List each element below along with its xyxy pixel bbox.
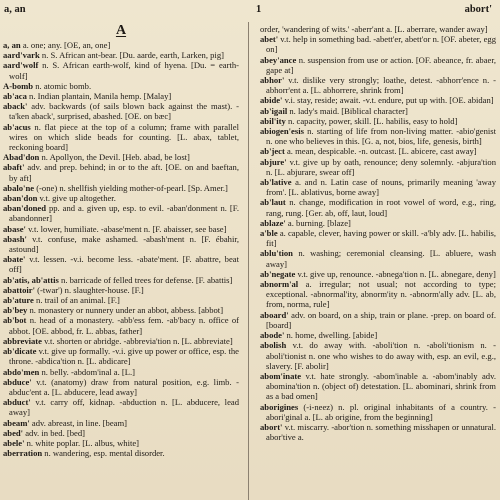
dictionary-entry — [3, 101, 239, 121]
section-letter: A — [115, 24, 127, 38]
headword: abalo'ne — [3, 182, 35, 193]
definition: v.t. miscarry. -abor'tion n. something misshapen or unnatural. abor'tive a. — [266, 421, 496, 443]
dictionary-entry — [3, 418, 239, 428]
dictionary-entry — [260, 24, 496, 34]
definition: (-one) n. shellfish yielding mother-of-pearl. [Sp. Amer.] — [34, 182, 228, 193]
dictionary-entry — [3, 60, 239, 80]
headword: ab'ject — [260, 146, 285, 157]
headword: abolish — [260, 340, 287, 351]
headword: abbreviate — [3, 335, 42, 346]
headword: ab'dicate — [3, 346, 37, 357]
headword: aboard' — [260, 309, 289, 320]
dictionary-entry — [3, 162, 239, 182]
definition: a. and n. Latin case of nouns, primarily meaning 'away from'. [L. ablativus, borne away] — [266, 177, 496, 198]
left-column — [3, 24, 239, 500]
headword: ab'bot — [3, 315, 27, 326]
definition: v.t. lower, humiliate. -abase'ment n. [F. abaisser, see base] — [25, 223, 227, 234]
left-guide-word: a, an — [4, 4, 26, 15]
headword: abduct' — [3, 397, 31, 408]
dictionary-entry — [3, 122, 239, 153]
dictionary-entry — [260, 34, 496, 54]
headword: ab'negate — [260, 268, 296, 279]
headword: abiogen'esis — [260, 126, 304, 137]
definition: a. mean, despicable. -n. outcast. [L. abicere, cast away] — [284, 146, 477, 157]
headword: abdo'men — [3, 366, 40, 377]
headword: ab'acus — [3, 121, 31, 132]
headword: abet' — [260, 34, 279, 45]
definition: v.t. give up altogether. — [37, 193, 116, 204]
definition: v.t. (anatomy) draw from natural position, e.g. limb. -abduc'ent a. [L. abducere, lead away] — [9, 376, 239, 397]
definition: v.t. lessen. -v.i. become less. -abate'ment. [F. abattre, beat off] — [9, 254, 239, 275]
definition: v.t. confuse, make ashamed. -abash'ment n. [F. ébahir, astound] — [9, 233, 239, 255]
dictionary-entry — [260, 228, 496, 248]
definition: n. barricade of felled trees for defense. [F. abattis] — [58, 274, 233, 285]
dictionary-entry — [260, 95, 496, 105]
headword: ablaze' — [260, 217, 286, 228]
headword: abom'inate — [260, 370, 302, 381]
dictionary-entry — [260, 197, 496, 217]
dictionary-entry — [260, 269, 496, 279]
headword: abate' — [3, 254, 26, 265]
page-number: 1 — [256, 4, 262, 15]
dictionary-entry — [3, 254, 239, 274]
definition: v.t. give up formally. -v.i. give up power or office, esp. the throne. -abdica'tion n. [L. abdicare] — [9, 346, 239, 367]
dictionary-entry — [260, 310, 496, 330]
definition: n. capacity, power, skill. [L. habilis, easy to hold] — [285, 115, 458, 126]
headword: abase' — [3, 223, 26, 234]
headword: aborigines — [260, 401, 299, 412]
definition: n. home, dwelling. [abide] — [284, 330, 378, 341]
dictionary-entry — [260, 422, 496, 442]
dictionary-entry — [3, 203, 239, 223]
headword: aback' — [3, 101, 28, 112]
headword: abhor' — [260, 75, 285, 86]
definition: pp. and a. given up, esp. to evil. -aban'donment n. [F. abandonner] — [9, 203, 239, 224]
dictionary-entry — [3, 183, 239, 193]
headword: ab'igail — [260, 105, 288, 116]
definition: v.t. dislike very strongly; loathe, detest. -abhorr'ence n. -abhorr'ent a. [L. abhorrere, shrink from] — [266, 75, 496, 96]
right-guide-word: abort' — [464, 4, 492, 15]
definition: n. wandering, esp. mental disorder. — [42, 448, 165, 459]
dictionary-entry — [3, 367, 239, 377]
headword: aberration — [3, 448, 43, 459]
headword: ab'lative — [260, 177, 292, 188]
headword: abattoir' — [3, 284, 35, 295]
headword: aban'doned — [3, 203, 46, 214]
definition: a. one; any. [OE, an, one] — [20, 40, 111, 50]
headword: abjure' — [260, 156, 287, 167]
column-divider — [248, 22, 249, 500]
definition: v.t. carry off, kidnap. -abduction n. [L. abducere, lead away] — [9, 397, 239, 418]
dictionary-entry — [3, 295, 239, 305]
definition: n. monastery or nunnery under an abbot, abbess. [abbot] — [27, 305, 224, 316]
headword: abide' — [260, 95, 283, 106]
page-header — [4, 2, 496, 18]
definition: n. lady's maid. [Biblical character] — [287, 105, 408, 116]
dictionary-entry — [3, 305, 239, 315]
definition: n. Apollyon, the Devil. [Heb. abad, be lost] — [39, 152, 190, 163]
definition: v.t. give up, renounce. -abnega'tion n. [L. abnegare, deny] — [295, 268, 496, 279]
headword: abort' — [260, 421, 283, 432]
headword: aard'vark — [3, 50, 40, 61]
headword: aban'don — [3, 193, 38, 204]
definition: adv. and prep. behind; in or to the aft. [OE. on and baeftan, by aft] — [9, 162, 239, 183]
definition: n. S. African earth-wolf, kind of hyena. [Du. = earth-wolf] — [9, 60, 239, 81]
definition: n. belly. -abdom'inal a. [L.] — [39, 366, 136, 377]
definition: n. starting of life from non-living matter. -abio'genist n. one who believes in this. [G. a, not, bios, life, genesis, birth] — [266, 126, 496, 147]
definition: order, 'wandering of wits.' -aberr'ant a. [L. aberrare, wander away] — [260, 24, 488, 34]
headword: abnorm'al — [260, 279, 299, 290]
definition: n. washing; ceremonial cleansing. [L. abluere, wash away] — [266, 248, 496, 269]
definition: n. trail of an animal. [F.] — [33, 295, 120, 306]
definition: v.i. stay, reside; await. -v.t. endure, put up with. [OE. abidan] — [282, 95, 494, 106]
dictionary-entry — [3, 50, 239, 60]
definition: v.t. give up by oath, renounce; deny solemnly. -abjura'tion n. [L. abjurare, swear off] — [266, 156, 496, 177]
dictionary-entry — [3, 377, 239, 397]
headword: ablu'tion — [260, 248, 293, 259]
definition: n. atomic bomb. — [33, 80, 92, 91]
dictionary-entry — [260, 116, 496, 126]
dictionary-entry — [3, 152, 239, 162]
headword: abaft' — [3, 162, 25, 173]
definition: adv. in bed. [bed] — [23, 427, 86, 438]
definition: n. head of a monastery. -abb'ess fem. -ab'bacy n. office of abbot. [OE. abbod, fr. L. abbas, father] — [9, 315, 239, 336]
headword: abey'ance — [260, 54, 297, 65]
dictionary-entry — [3, 438, 239, 448]
dictionary-entry — [3, 428, 239, 438]
dictionary-entry — [3, 397, 239, 417]
right-column — [260, 24, 496, 500]
definition: v.t. do away with. -aboli'tion n. -aboli'tionism n. -aboli'tionist n. one who wishes to do away with, esp. an evil, e.g., slavery. [F. abolir] — [266, 340, 496, 371]
headword: Abad'don — [3, 152, 40, 163]
dictionary-entry — [3, 224, 239, 234]
headword: abash' — [3, 233, 27, 244]
dictionary-entry — [260, 126, 496, 146]
definition: a. burning. [blaze] — [285, 217, 351, 228]
definition: n. change, modification in root vowel of word, e.g., ring, rang, rung. [Ger. ab, off, laut, loud] — [266, 197, 496, 218]
dictionary-entry — [3, 234, 239, 254]
dictionary-entry — [260, 248, 496, 268]
headword: ab'ature — [3, 295, 34, 306]
definition: n. suspension from use or action. [OF. abeance, fr. abaer, gape at] — [266, 54, 496, 75]
definition: a. irregular; not usual; not according to type; exceptional. -abnormal'ity, abnorm'ity n. -abnorm'ally adv. [L. ab, from, norma, rule] — [266, 279, 496, 310]
dictionary-entry — [260, 146, 496, 156]
headword: ab'bey — [3, 305, 28, 316]
headword: abele' — [3, 437, 25, 448]
dictionary-entry — [260, 218, 496, 228]
dictionary-entry — [3, 448, 239, 458]
dictionary-entry — [3, 275, 239, 285]
dictionary-entry — [3, 91, 239, 101]
dictionary-entry — [3, 336, 239, 346]
dictionary-entry — [260, 55, 496, 75]
dictionary-entry — [260, 177, 496, 197]
headword: ab'atis, ab'attis — [3, 274, 59, 285]
dictionary-entry — [260, 75, 496, 95]
dictionary-entry — [260, 279, 496, 310]
definition: n. white poplar. [L. albus, white] — [24, 437, 140, 448]
headword: abeam' — [3, 417, 30, 428]
definition: n. flat piece at the top of a column; frame with parallel wires on which slide beads for counting. [L. abax, tablet, reckoning board] — [9, 121, 239, 153]
definition: v.t. hate strongly. -abom'inable a. -abom'inably adv. abomina'tion n. (object of) detestation. [L. abominari, shrink from as a bad omen] — [266, 370, 496, 402]
definition: adv. backwards (of sails blown back against the mast). -ta'ken aback', surprised, abashed. [OE. on bæc] — [9, 101, 239, 122]
headword: abil'ity — [260, 115, 286, 126]
definition: adv. on board, on a ship, train or plane. -prep. on board of. [board] — [266, 309, 496, 330]
dictionary-entry — [260, 340, 496, 371]
dictionary-entry — [260, 402, 496, 422]
headword: abode' — [260, 330, 285, 341]
headword: ab'laut — [260, 197, 286, 208]
definition: v.t. shorten or abridge. -abbrevia'tion n. [L. abbreviate] — [42, 335, 233, 346]
headword: a'ble — [260, 228, 278, 239]
definition: n. S. African ant-bear. [Du. aarde, earth, Larken, pig] — [39, 50, 224, 61]
headword: abed' — [3, 427, 24, 438]
headword: A-bomb — [3, 80, 34, 91]
headword: abduce' — [3, 376, 32, 387]
dictionary-entry — [260, 330, 496, 340]
definition: adv. abreast, in line. [beam] — [29, 417, 128, 428]
dictionary-entry — [260, 371, 496, 402]
dictionary-entry — [260, 106, 496, 116]
dictionary-entry — [3, 346, 239, 366]
dictionary-entry — [3, 81, 239, 91]
dictionary-entry — [3, 193, 239, 203]
dictionary-entry — [3, 40, 239, 50]
definition: n. Indian plantain, Manila hemp. [Malay] — [26, 91, 172, 102]
headword: ab'aca — [3, 91, 27, 102]
definition: (-i-neez) n. pl. original inhabitants of a country. -abori'ginal a. [L. ab origine, from the beginning] — [266, 401, 496, 422]
dictionary-entry — [3, 285, 239, 295]
definition: v.t. help in something bad. -abett'er, abett'or n. [OF. abeter, egg on] — [266, 34, 496, 55]
dictionary-entry — [260, 157, 496, 177]
definition: (-twar') n. slaughter-house. [F.] — [34, 284, 144, 295]
headword: aard'wolf — [3, 60, 39, 71]
dictionary-entry — [3, 315, 239, 335]
headword: a, an — [3, 40, 21, 50]
definition: a. capable, clever, having power or skill. -a'bly adv. [L. habilis, fit] — [266, 228, 496, 249]
